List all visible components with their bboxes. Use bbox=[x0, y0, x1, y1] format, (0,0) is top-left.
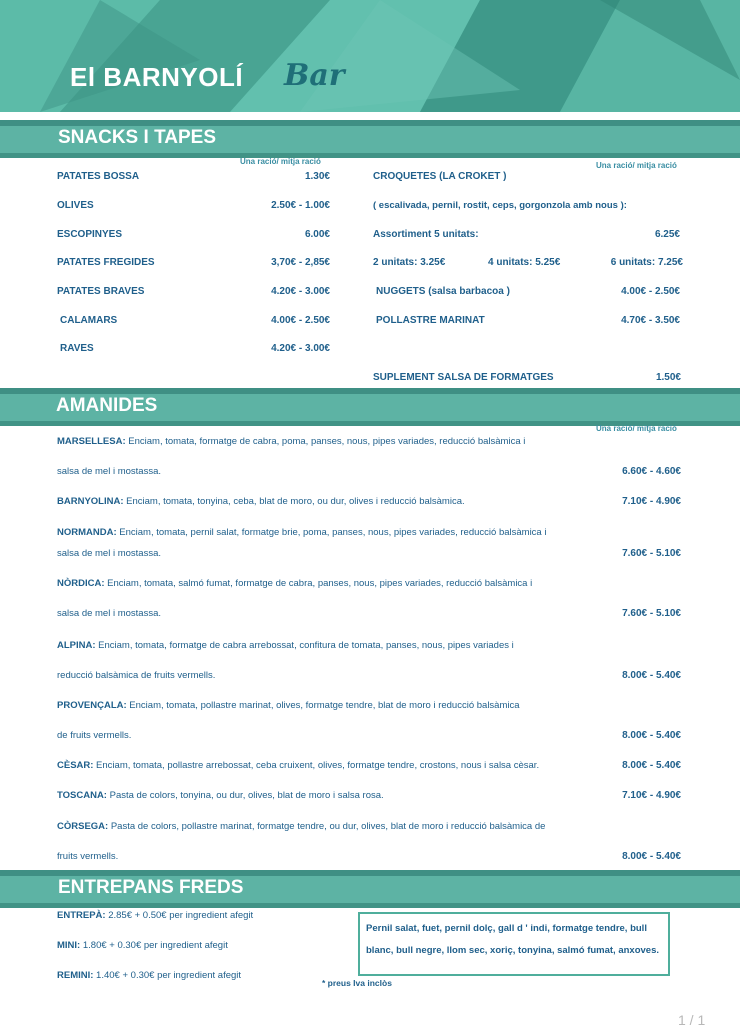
salad-name: ALPINA: bbox=[57, 640, 96, 651]
salad-line bbox=[57, 790, 384, 801]
salad-desc: Enciam, tomata, formatge de cabra arrebossat, confitura de tomata, panses, nous, pipes variades i bbox=[95, 640, 514, 651]
menu-item-name: PATATES BOSSA bbox=[57, 171, 140, 182]
salad-desc: Enciam, tomata, pollastre arrebossat, ceba cruixent, olives, formatge tendre, crostons, nous i salsa cèsar. bbox=[93, 760, 540, 771]
menu-item-price: 4.00€ - 2.50€ bbox=[621, 286, 680, 297]
salad-desc: Pasta de colors, tonyina, ou dur, olives, blat de moro i salsa rosa. bbox=[106, 790, 384, 801]
sandwich-name: MINI: bbox=[57, 940, 81, 951]
menu-item-price: 4.20€ - 3.00€ bbox=[271, 343, 330, 354]
croquetes-title: CROQUETES (LA CROKET ) bbox=[373, 171, 507, 182]
salad-price: 7.10€ - 4.90€ bbox=[622, 496, 681, 507]
raci-label: Una ració/ mitja ració bbox=[596, 424, 677, 433]
sandwich-line bbox=[57, 940, 228, 951]
sandwich-line bbox=[57, 910, 253, 921]
sandwich-desc: 2.85€ + 0.50€ per ingredient afegit bbox=[105, 910, 254, 921]
ingredients-line: blanc, bull negre, llom sec, xoriç, tonyina, salmó fumat, anxoves. bbox=[366, 945, 660, 956]
geometric-pattern bbox=[0, 0, 740, 112]
salad-name: BARNYOLINA: bbox=[57, 496, 124, 507]
salad-line bbox=[57, 821, 545, 832]
menu-item-price: 6.00€ bbox=[304, 229, 330, 240]
salad-name: TOSCANA: bbox=[57, 790, 107, 801]
section-header-entrepans bbox=[0, 870, 740, 908]
menu-item-price: 1.30€ bbox=[304, 171, 330, 182]
sandwich-desc: 1.40€ + 0.30€ per ingredient afegit bbox=[93, 970, 242, 981]
salad-desc: Enciam, tomata, salmó fumat, formatge de cabra, panses, nous, pipes variades, reducció balsàmica i bbox=[104, 578, 533, 589]
section-title: SNACKS I TAPES bbox=[58, 127, 217, 148]
brand-name: El BARNYOLÍ bbox=[70, 62, 244, 92]
salad-price: 8.00€ - 5.40€ bbox=[622, 851, 681, 862]
menu-item-name: OLIVES bbox=[57, 200, 94, 211]
salad-desc-cont: fruits vermells. bbox=[57, 851, 119, 862]
salad-desc: Pasta de colors, pollastre marinat, formatge tendre, ou dur, olives, blat de moro i reducció balsàmica de bbox=[108, 821, 546, 832]
salad-line bbox=[57, 700, 520, 711]
menu-item-name: POLLASTRE MARINAT bbox=[376, 315, 485, 326]
menu-item-name: NUGGETS (salsa barbacoa ) bbox=[376, 286, 510, 297]
sandwich-name: ENTREPÀ: bbox=[57, 910, 106, 921]
menu-item-name: CALAMARS bbox=[60, 315, 118, 326]
menu-item-price: 6.25€ bbox=[654, 229, 680, 240]
salad-name: NORMANDA: bbox=[57, 527, 117, 538]
salad-line bbox=[57, 578, 532, 589]
suplement-name: SUPLEMENT SALSA DE FORMATGES bbox=[373, 372, 554, 383]
croquetes-2-units: 2 unitats: 3.25€ bbox=[373, 257, 446, 268]
salad-desc-cont: reducció balsàmica de fruits vermells. bbox=[57, 670, 216, 681]
salad-desc: Enciam, tomata, formatge de cabra, poma, panses, nous, pipes variades, reducció balsàmica i bbox=[125, 436, 526, 447]
salad-line bbox=[57, 436, 525, 447]
salad-price: 6.60€ - 4.60€ bbox=[622, 466, 681, 477]
salad-price: 8.00€ - 5.40€ bbox=[622, 670, 681, 681]
salad-price: 7.60€ - 5.10€ bbox=[622, 548, 681, 559]
section-header-snacks bbox=[0, 120, 740, 158]
sandwich-line bbox=[57, 970, 241, 981]
salad-name: PROVENÇALA: bbox=[57, 700, 127, 711]
salad-desc-cont: salsa de mel i mostassa. bbox=[57, 466, 162, 477]
salad-name: CÈSAR: bbox=[57, 760, 94, 771]
brand-script: Bar bbox=[284, 58, 345, 93]
croquetes-assortiment: Assortiment 5 unitats: bbox=[373, 229, 479, 240]
raci-label: Una ració/ mitja ració bbox=[596, 161, 677, 170]
croquetes-6-units: 6 unitats: 7.25€ bbox=[610, 257, 683, 268]
salad-desc-cont: de fruits vermells. bbox=[57, 730, 132, 741]
suplement-price: 1.50€ bbox=[655, 372, 681, 383]
salad-name: NÒRDICA: bbox=[57, 578, 105, 589]
salad-desc: Enciam, tomata, pernil salat, formatge brie, poma, panses, nous, pipes variades, reducció balsàmica i bbox=[116, 527, 547, 538]
salad-desc-cont: salsa de mel i mostassa. bbox=[57, 548, 162, 559]
section-header-amanides bbox=[0, 388, 740, 426]
croquetes-flavours: ( escalivada, pernil, rostit, ceps, gorgonzola amb nous ): bbox=[373, 200, 627, 211]
section-title: AMANIDES bbox=[56, 395, 158, 416]
header-banner bbox=[0, 0, 740, 112]
salad-desc-cont: salsa de mel i mostassa. bbox=[57, 608, 162, 619]
page-indicator: 1 / 1 bbox=[678, 1012, 706, 1028]
salad-price: 7.60€ - 5.10€ bbox=[622, 608, 681, 619]
ingredients-box bbox=[358, 912, 670, 976]
salad-line bbox=[57, 527, 546, 538]
salad-name: CÒRSEGA: bbox=[57, 821, 109, 832]
ingredients-line: Pernil salat, fuet, pernil dolç, gall d ' indi, formatge tendre, bull bbox=[366, 923, 647, 934]
section-title: ENTREPANS FREDS bbox=[58, 877, 244, 898]
sandwich-name: REMINI: bbox=[57, 970, 94, 981]
salad-price: 8.00€ - 5.40€ bbox=[622, 760, 681, 771]
croquetes-4-units: 4 unitats: 5.25€ bbox=[488, 257, 561, 268]
salad-desc: Enciam, tomata, pollastre marinat, olives, formatge tendre, blat de moro i reducció balsàmica bbox=[126, 700, 520, 711]
menu-item-price: 4.70€ - 3.50€ bbox=[621, 315, 680, 326]
salad-price: 8.00€ - 5.40€ bbox=[622, 730, 681, 741]
salad-line bbox=[57, 496, 465, 507]
salad-desc: Enciam, tomata, tonyina, ceba, blat de moro, ou dur, olives i reducció balsàmica. bbox=[123, 496, 465, 507]
raci-label: Una ració/ mitja ració bbox=[240, 157, 321, 166]
menu-item-price: 3,70€ - 2,85€ bbox=[271, 257, 330, 268]
iva-note: * preus Iva inclòs bbox=[322, 978, 392, 988]
sandwich-desc: 1.80€ + 0.30€ per ingredient afegit bbox=[80, 940, 228, 951]
menu-item-price: 4.00€ - 2.50€ bbox=[271, 315, 330, 326]
menu-item-name: ESCOPINYES bbox=[57, 229, 123, 240]
salad-name: MARSELLESA: bbox=[57, 436, 126, 447]
menu-item-name: PATATES BRAVES bbox=[57, 286, 145, 297]
salad-price: 7.10€ - 4.90€ bbox=[622, 790, 681, 801]
salad-line bbox=[57, 640, 514, 651]
menu-item-name: PATATES FREGIDES bbox=[57, 257, 155, 268]
menu-item-name: RAVES bbox=[60, 343, 94, 354]
menu-item-price: 2.50€ - 1.00€ bbox=[271, 200, 330, 211]
salad-line bbox=[57, 760, 539, 771]
menu-item-price: 4.20€ - 3.00€ bbox=[271, 286, 330, 297]
